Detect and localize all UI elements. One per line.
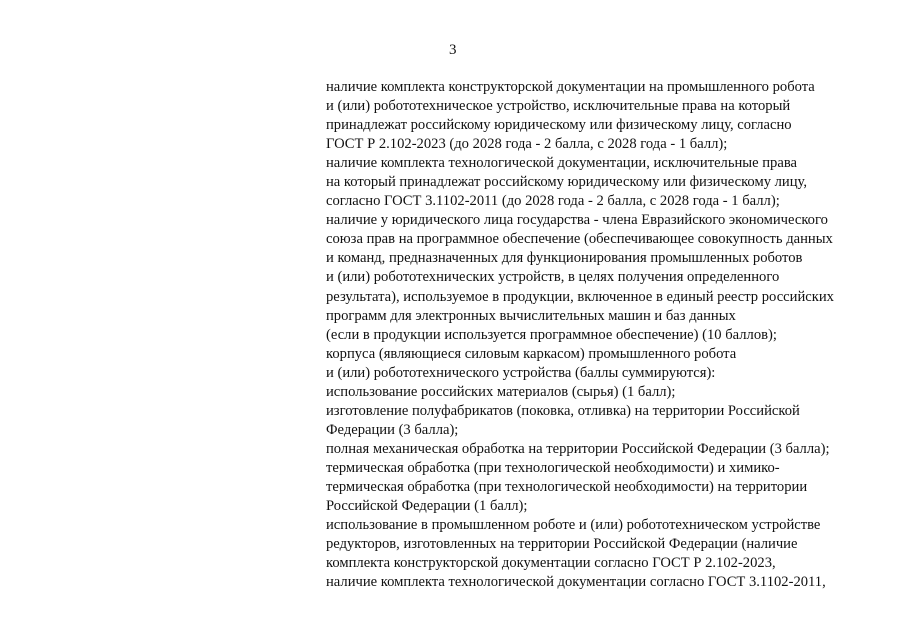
text-line: изготовление полуфабрикатов (поковка, отливка) на территории Российской [326,402,800,419]
text-line: и команд, предназначенных для функционирования промышленных роботов [326,250,803,267]
text-line: комплекта конструкторской документации согласно ГОСТ Р 2.102-2023, [326,555,776,572]
text-line: наличие у юридического лица государства - члена Евразийского экономического [326,212,828,229]
text-line: термическая обработка (при технологической необходимости) на территории [326,478,808,495]
text-line: согласно ГОСТ 3.1102-2011 (до 2028 года - 2 балла, с 2028 года - 1 балл); [326,193,780,210]
text-line: корпуса (являющиеся силовым каркасом) промышленного робота [326,345,737,362]
text-line: союза прав на программное обеспечение (обеспечивающее совокупность данных [326,231,833,248]
text-line: наличие комплекта конструкторской документации на промышленного робота [326,79,815,95]
text-line: Федерации (3 балла); [326,421,459,438]
document-body [326,78,901,592]
text-line: на который принадлежат российскому юридическому или физическому лицу, [326,174,808,191]
text-line: и (или) робототехнических устройств, в целях получения определенного [326,269,780,286]
text-line: (если в продукции используется программное обеспечение) (10 баллов); [326,326,777,343]
text-line: Российской Федерации (1 балл); [326,498,528,515]
text-line: и (или) робототехническое устройство, исключительные права на который [326,98,791,115]
text-line: наличие комплекта технологической документации, исключительные права [326,155,797,172]
text-line: термическая обработка (при технологической необходимости) и химико- [326,459,780,476]
text-line: и (или) робототехнического устройства (баллы суммируются): [326,364,716,381]
page-number: 3 [449,42,457,58]
text-line: ГОСТ Р 2.102-2023 (до 2028 года - 2 балла, с 2028 года - 1 балл); [326,136,728,153]
text-line: результата), используемое в продукции, включенное в единый реестр российских [326,288,834,305]
text-line: редукторов, изготовленных на территории Российской Федерации (наличие [326,536,798,553]
text-line: наличие комплекта технологической документации согласно ГОСТ 3.1102-2011, [326,574,826,591]
text-line: принадлежат российскому юридическому или физическому лицу, согласно [326,117,792,134]
text-line: полная механическая обработка на территории Российской Федерации (3 балла); [326,440,830,457]
text-line: использование российских материалов (сырья) (1 балл); [326,383,676,400]
text-line: использование в промышленном роботе и (или) робототехническом устройстве [326,517,821,534]
text-line: программ для электронных вычислительных машин и баз данных [326,307,736,324]
